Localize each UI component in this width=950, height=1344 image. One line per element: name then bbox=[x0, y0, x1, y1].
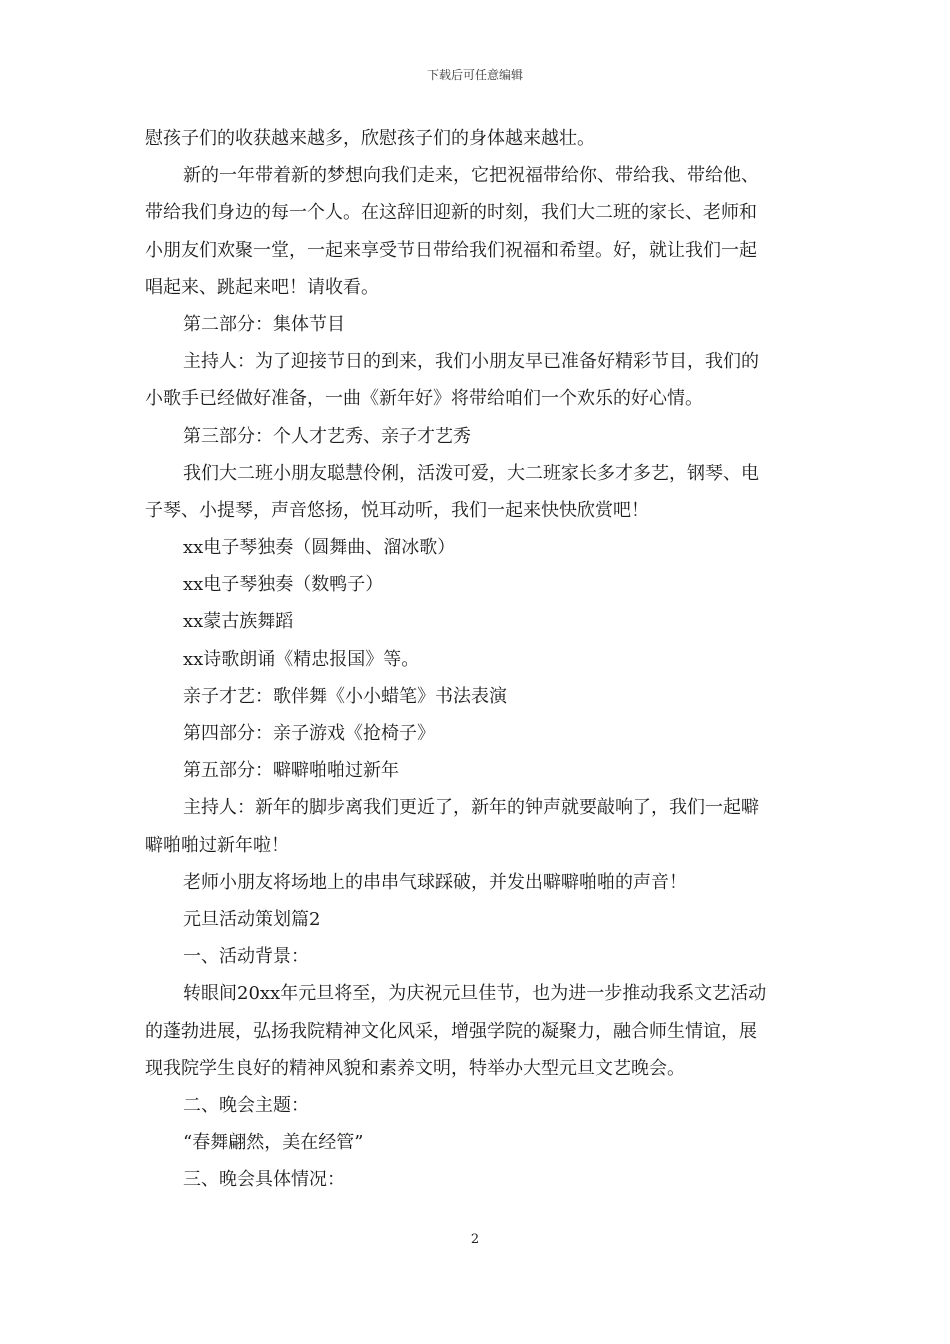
text-line: 新的一年带着新的梦想向我们走来，它把祝福带给你、带给我、带给他、 bbox=[183, 165, 759, 187]
paragraph bbox=[145, 455, 810, 529]
text-line: xx电子琴独奏（数鸭子） bbox=[183, 574, 384, 596]
text-line: “春舞翩然，美在经管” bbox=[183, 1132, 364, 1154]
text-line: 噼啪啪过新年啦！ bbox=[145, 834, 289, 856]
text-line: 现我院学生良好的精神风貌和素养文明，特举办大型元旦文艺晚会。 bbox=[145, 1057, 685, 1079]
paragraph bbox=[145, 120, 810, 157]
paragraph bbox=[145, 864, 810, 901]
text-line: xx诗歌朗诵《精忠报国》等。 bbox=[183, 648, 420, 670]
text-line: 第四部分：亲子游戏《抢椅子》 bbox=[183, 723, 435, 744]
page-header: 下载后可任意编辑 bbox=[426, 68, 523, 82]
paragraph bbox=[145, 529, 810, 566]
paragraph bbox=[145, 975, 810, 1087]
paragraph bbox=[145, 678, 810, 715]
text-line: 亲子才艺：歌伴舞《小小蜡笔》书法表演 bbox=[183, 685, 507, 707]
paragraph bbox=[145, 752, 810, 789]
paragraph bbox=[145, 641, 810, 678]
paragraph bbox=[145, 789, 810, 863]
page-number: 2 bbox=[470, 1232, 480, 1247]
text-line: 主持人：新年的脚步离我们更近了，新年的钟声就要敲响了，我们一起噼 bbox=[183, 797, 759, 819]
paragraph bbox=[145, 566, 810, 603]
paragraph bbox=[145, 343, 810, 417]
paragraph bbox=[145, 306, 810, 343]
text-line: 的蓬勃进展，弘扬我院精神文化风采，增强学院的凝聚力，融合师生情谊，展 bbox=[145, 1020, 757, 1042]
text-line: 第三部分：个人才艺秀、亲子才艺秀 bbox=[183, 425, 471, 447]
paragraph bbox=[145, 1124, 810, 1161]
text-line: 我们大二班小朋友聪慧伶俐，活泼可爱，大二班家长多才多艺，钢琴、电 bbox=[183, 462, 759, 484]
text-line: 元旦活动策划篇2 bbox=[183, 908, 321, 930]
text-line: 三、晚会具体情况： bbox=[183, 1169, 345, 1191]
paragraph bbox=[145, 418, 810, 455]
document-body bbox=[145, 120, 810, 1198]
text-line: 子琴、小提琴，声音悠扬，悦耳动听，我们一起来快快欣赏吧！ bbox=[145, 499, 649, 521]
text-line: 带给我们身边的每一个人。在这辞旧迎新的时刻，我们大二班的家长、老师和 bbox=[145, 202, 757, 224]
paragraph bbox=[145, 938, 810, 975]
text-line: 慰孩子们的收获越来越多，欣慰孩子们的身体越来越壮。 bbox=[145, 128, 595, 149]
paragraph bbox=[145, 1161, 810, 1198]
text-line: 老师小朋友将场地上的串串气球踩破，并发出噼噼啪啪的声音！ bbox=[183, 871, 687, 893]
paragraph bbox=[145, 603, 810, 640]
text-line: 第五部分：噼噼啪啪过新年 bbox=[183, 760, 399, 782]
text-line: 第二部分：集体节目 bbox=[183, 313, 345, 335]
paragraph bbox=[145, 901, 810, 938]
text-line: 唱起来、跳起来吧！请收看。 bbox=[145, 276, 379, 298]
text-line: 小朋友们欢聚一堂，一起来享受节日带给我们祝福和希望。好，就让我们一起 bbox=[145, 239, 757, 261]
text-line: 主持人：为了迎接节日的到来，我们小朋友早已准备好精彩节目，我们的 bbox=[183, 351, 759, 373]
text-line: 小歌手已经做好准备，一曲《新年好》将带给咱们一个欢乐的好心情。 bbox=[145, 388, 703, 410]
text-line: xx电子琴独奏（圆舞曲、溜冰歌） bbox=[183, 537, 456, 559]
paragraph bbox=[145, 1087, 810, 1124]
text-line: 转眼间20xx年元旦将至，为庆祝元旦佳节，也为进一步推动我系文艺活动 bbox=[183, 983, 767, 1005]
text-line: 一、活动背景： bbox=[183, 946, 309, 968]
paragraph bbox=[145, 157, 810, 306]
paragraph bbox=[145, 715, 810, 752]
text-line: xx蒙古族舞蹈 bbox=[183, 611, 294, 633]
text-line: 二、晚会主题： bbox=[183, 1094, 309, 1116]
